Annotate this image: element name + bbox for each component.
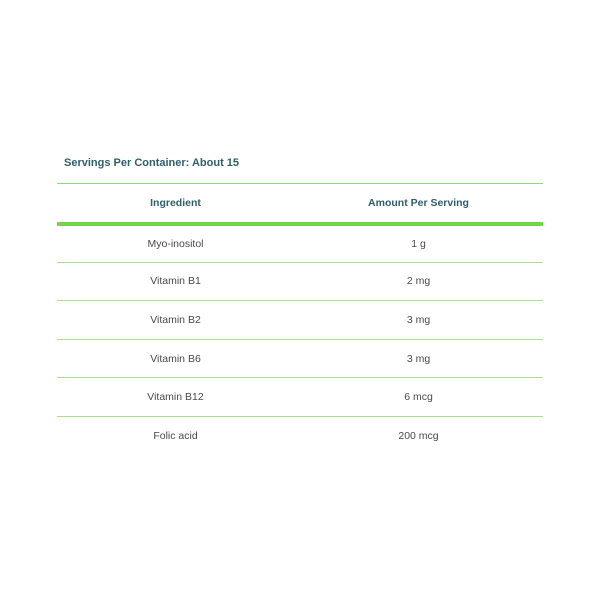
servings-per-container: Servings Per Container: About 15: [64, 157, 240, 169]
table-row: [57, 378, 543, 417]
table-header: [57, 184, 543, 224]
table-row: [57, 262, 543, 301]
table-row: [57, 224, 543, 263]
table-row: [57, 416, 543, 455]
supplement-facts-table: [57, 183, 543, 455]
ingredient-cell: Vitamin B6: [57, 339, 294, 378]
amount-cell: 200 mcg: [398, 430, 439, 443]
column-header-ingredient: Ingredient: [57, 184, 294, 224]
column-header-amount: Amount Per Serving: [294, 184, 543, 224]
amount-cell: 3 mg: [294, 339, 543, 378]
amount-cell: 3 mg: [294, 301, 543, 340]
header-row: [57, 184, 543, 224]
amount-cell: 2 mg: [294, 262, 543, 301]
ingredient-cell: Vitamin B12: [57, 378, 294, 417]
table-body: [57, 224, 543, 456]
ingredient-cell: Folic acid: [153, 430, 198, 443]
table-row: [57, 339, 543, 378]
ingredient-cell: Vitamin B1: [57, 262, 294, 301]
table-row: [57, 301, 543, 340]
amount-cell: 6 mcg: [294, 378, 543, 417]
amount-cell: 1 g: [294, 224, 543, 263]
ingredient-cell: Vitamin B2: [57, 301, 294, 340]
ingredient-cell: Myo-inositol: [57, 224, 294, 263]
